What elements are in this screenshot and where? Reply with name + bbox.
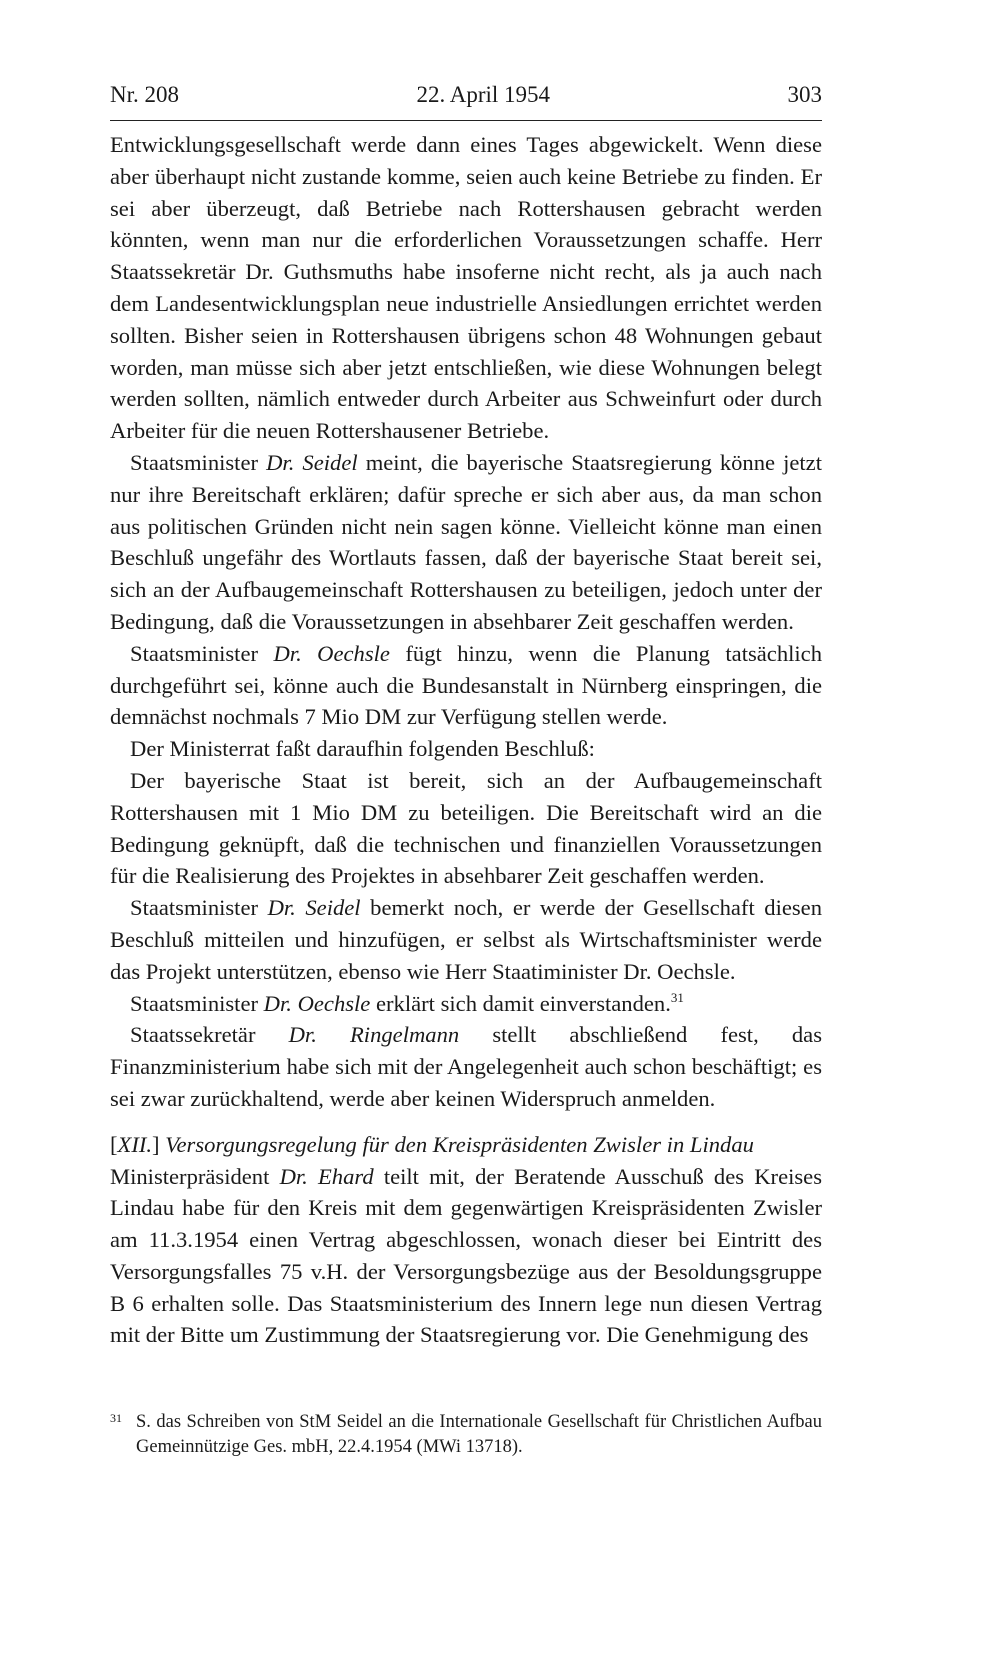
section-title: Versorgungsregelung für den Kreispräsidenten Zwisler in Lindau (165, 1131, 754, 1157)
speaker-name: Dr. Oechsle (263, 990, 371, 1016)
document-number: Nr. 208 (110, 82, 179, 107)
page-number: 303 (787, 82, 822, 107)
paragraph: Staatsminister Dr. Seidel bemerkt noch, er werde der Gesellschaft diesen Beschluß mitteilen und hinzufügen, er selbst als Wirtschaftsminister werde das Projekt unterstützen, ebenso wie Herr Staatiminister Dr. Oechsle. (110, 895, 823, 984)
document-page (110, 82, 822, 1351)
section-number: XII. (117, 1131, 153, 1157)
resolution-text: Der bayerische Staat ist bereit, sich an der Aufbaugemeinschaft Rottershausen mit 1 Mio DM zu beteiligen. Die Bereitschaft wird an die Bedingung geknüpft, daß die technischen und finanziellen Voraussetzungen für die Realisierung des Projektes in absehbarer Zeit geschaffen werden. (110, 767, 822, 889)
body-text (110, 129, 822, 1351)
speaker-name: Dr. Ringelmann (288, 1022, 460, 1048)
speaker-name: Dr. Seidel (266, 449, 358, 475)
document-date: 22. April 1954 (416, 82, 551, 107)
paragraph: Staatsminister Dr. Seidel meint, die bayerische Staatsregierung könne jetzt nur ihre Bereitschaft erklären; dafür spreche er sich aber aus, da man schon aus politischen Gründen nicht nein sagen könne. Vielleicht könne man einen Beschluß ungefähr des Wortlauts fassen, daß der bayerische Staat bereit sei, sich an der Aufbaugemeinschaft Rottershausen zu beteiligen, jedoch unter der Bedingung, daß die Voraussetzungen in absehbarer Zeit geschaffen werden. (110, 449, 822, 634)
paragraph: Ministerpräsident Dr. Ehard teilt mit, der Beratende Ausschuß des Kreises Lindau habe für den Kreis mit dem gegenwärtigen Kreispräsidenten Zwisler am 11.3.1954 einen Vertrag abgeschlossen, wonach dieser bei Eintritt des Versorgungsfalles 75 v.H. der Versorgungsbezüge aus der Besoldungsgruppe B 6 erhalten solle. Das Staatsministerium des Innern lege nun diesen Vertrag mit der Bitte um Zustimmung der Staatsregierung vor. Die Genehmigung des (110, 1163, 822, 1348)
paragraph: Entwicklungsgesellschaft werde dann eines Tages abgewickelt. Wenn diese aber überhaupt nicht zustande komme, seien auch keine Betriebe zu finden. Er sei aber überzeugt, daß Betriebe nach Rottershausen gebracht werden könnten, wenn man nur die erforderlichen Voraussetzungen schaffe. Herr Staatssekretär Dr. Guthsmuths habe insoferne nicht recht, als ja auch nach dem Landesentwicklungsplan neue industrielle Ansiedlungen errichtet werden sollten. Bisher seien in Rottershausen übrigens schon 48 Wohnungen gebaut worden, man müsse sich aber jetzt entschließen, wie diese Wohnungen belegt werden sollten, nämlich entweder durch Arbeiter aus Schweinfurt oder durch Arbeiter für die neuen Rottershausener Betriebe. (110, 132, 822, 444)
paragraph: Staatsminister Dr. Oechsle erklärt sich damit einverstanden.$^{31}$ (130, 989, 684, 1016)
paragraph: Staatssekretär Dr. Ringelmann stellt abschließend fest, das Finanzministerium habe sich mit der Angelegenheit auch schon beschäftigt; es sei zwar zurückhaltend, werde aber keinen Widerspruch anmelden. (110, 1022, 822, 1111)
footnote-text: S. das Schreiben von StM Seidel an die Internationale Gesellschaft für Christlichen Aufbau Gemeinnützige Ges. mbH, 22.4.1954 (MWi 13718). (136, 1412, 822, 1457)
footnote-reference[interactable]: 31 (670, 989, 684, 1005)
section-heading: [XII.] Versorgungsregelung für den Kreispräsidenten Zwisler in Lindau (110, 1131, 754, 1157)
running-header (110, 82, 822, 121)
speaker-name: Dr. Ehard (279, 1163, 374, 1189)
speaker-name: Dr. Seidel (267, 895, 361, 921)
paragraph: Staatsminister Dr. Oechsle fügt hinzu, wenn die Planung tatsächlich durchgeführt sei, könne auch die Bundesanstalt in Nürnberg einspringen, die demnächst nochmals 7 Mio DM zur Verfügung stellen werde. (110, 640, 823, 730)
footnote-number: 31 (110, 1411, 122, 1425)
speaker-name: Dr. Oechsle (273, 640, 390, 666)
paragraph: Der Ministerrat faßt daraufhin folgenden Beschluß: (130, 736, 595, 762)
footnote (110, 1410, 822, 1460)
